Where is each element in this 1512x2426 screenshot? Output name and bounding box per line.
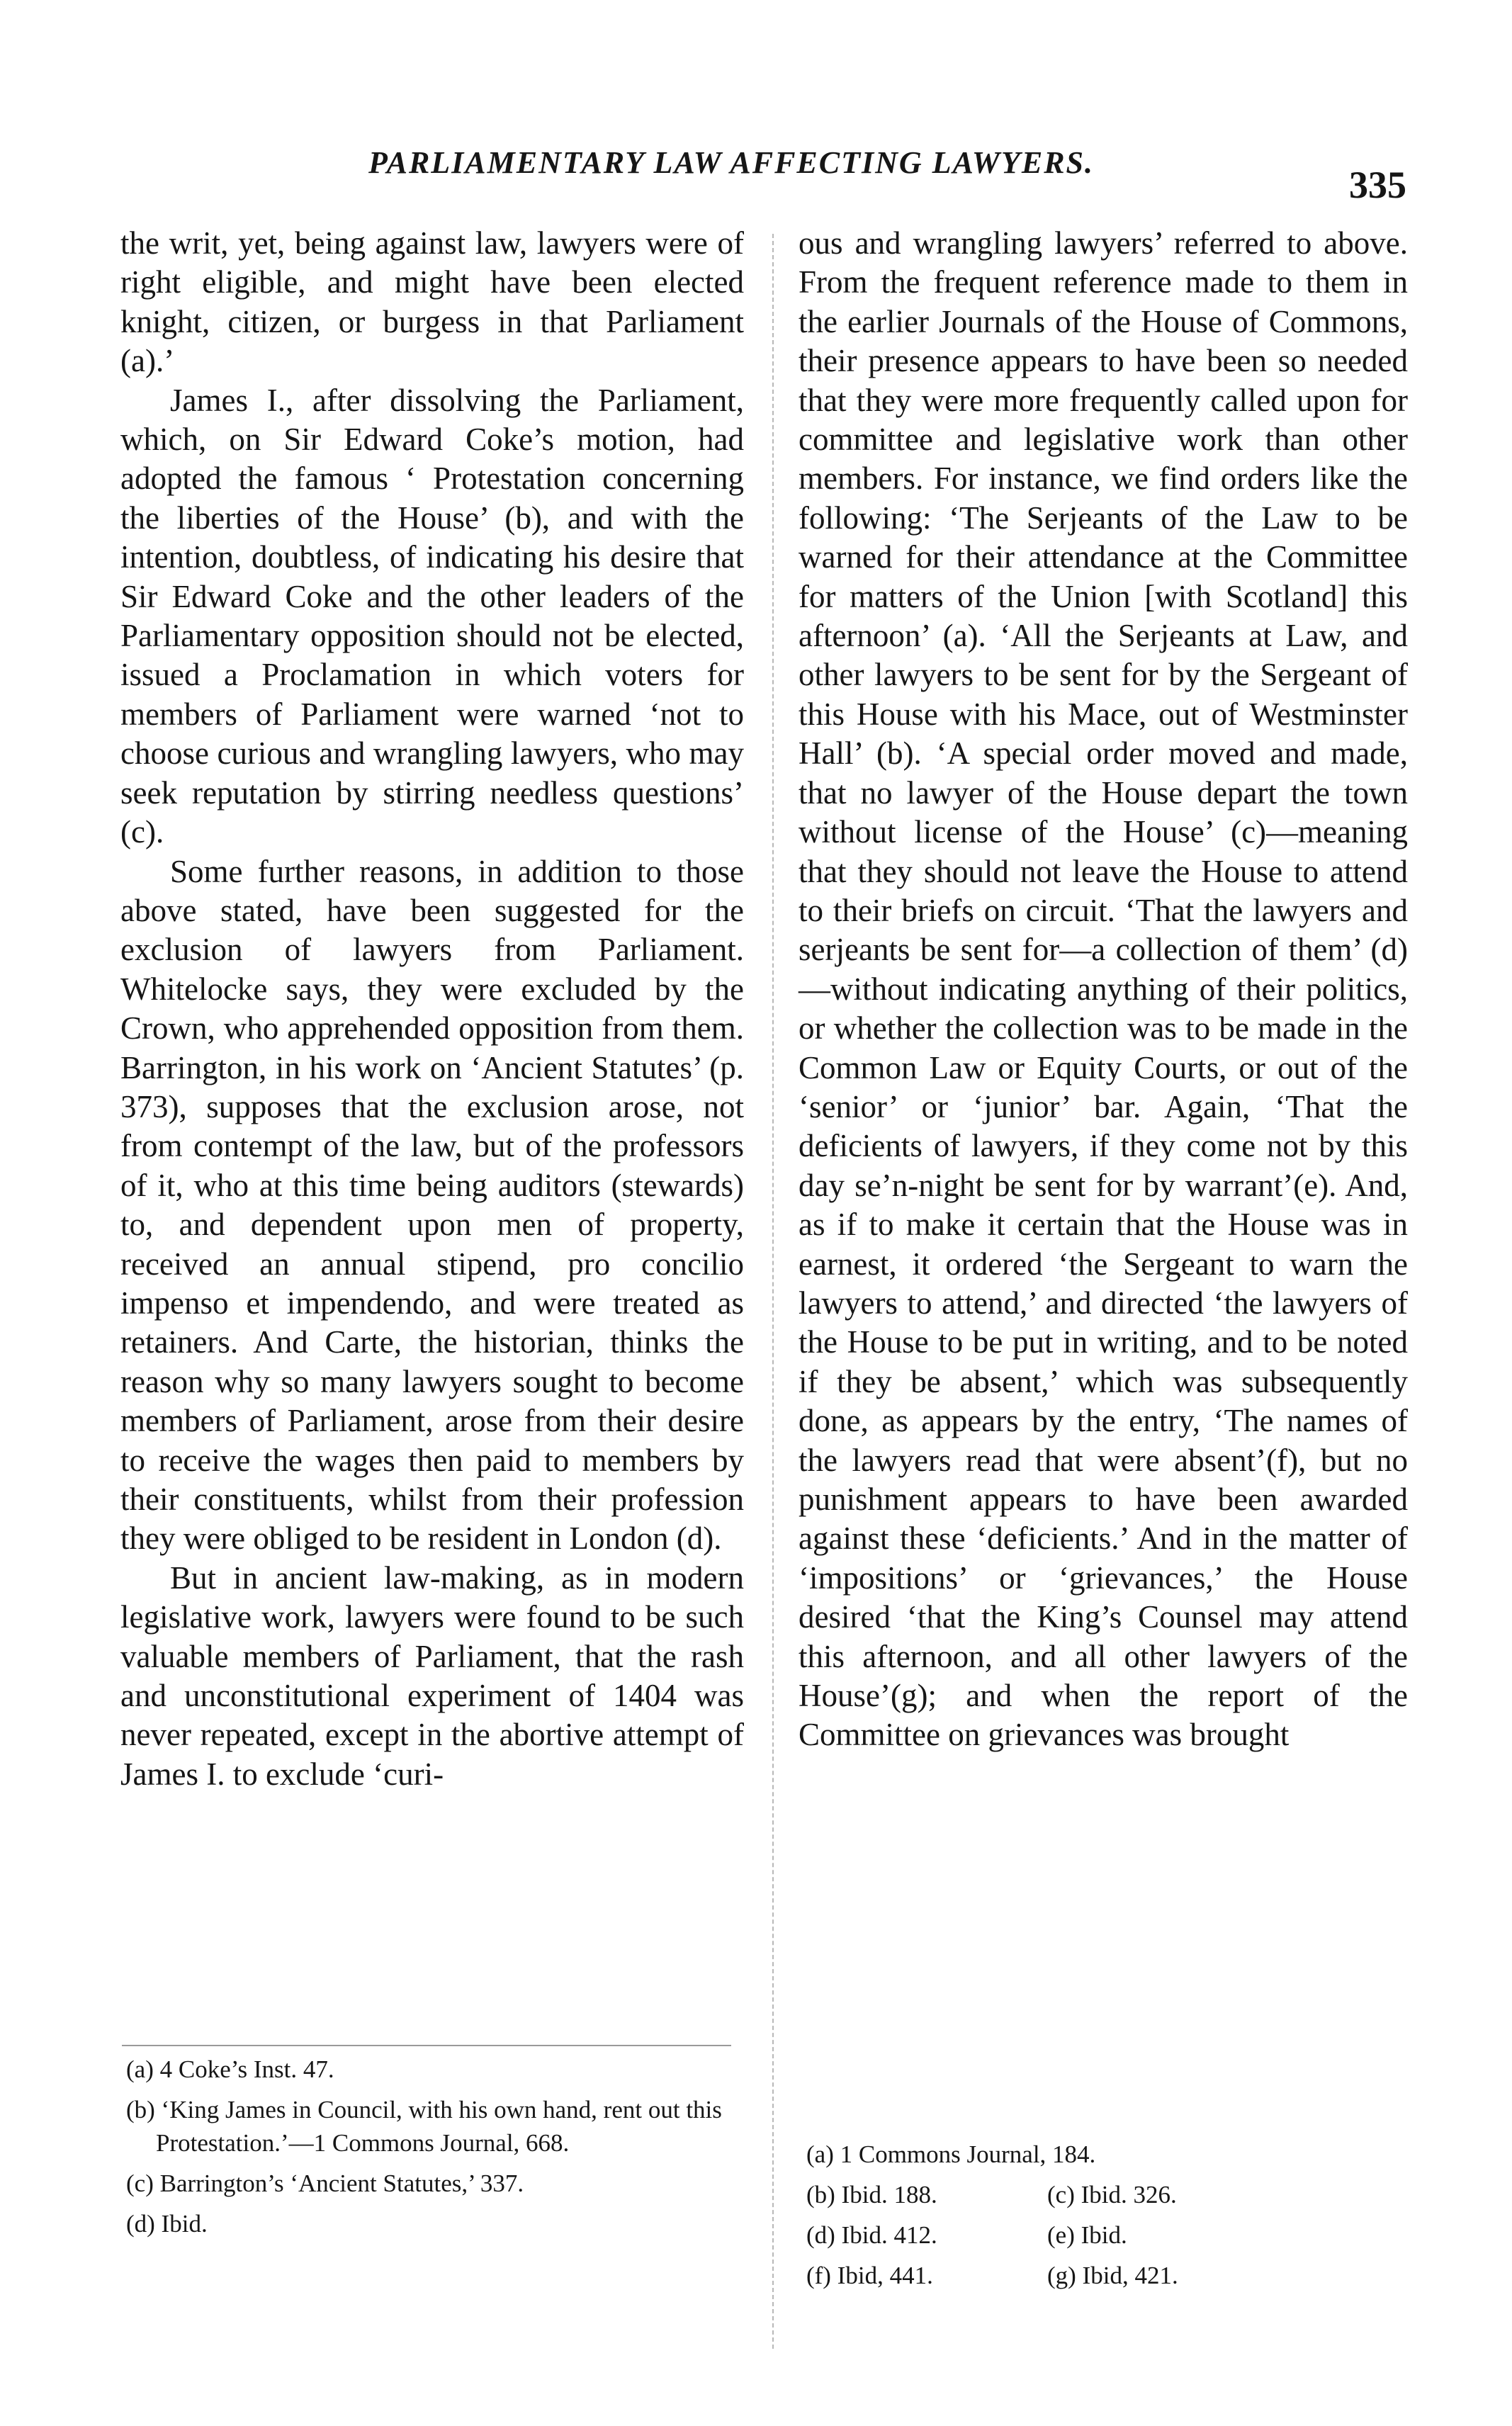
footnote-right-c: (c) Ibid. 326. bbox=[1047, 2181, 1177, 2208]
page-header bbox=[0, 145, 1512, 206]
footnote-rule bbox=[122, 2045, 731, 2046]
page-number: 335 bbox=[1349, 164, 1406, 206]
right-footnotes bbox=[806, 2138, 1401, 2299]
right-paragraph-1: ous and wrangling lawyers’ referred to above. From the frequent reference made to them in the earlier Journals of the House of Commons, their presence appears to have been so needed that they were more frequently called upon for committee and legislative work than other members. For instance, we find orders like the following: ‘The Serjeants of the Law to be warned for their attendance at the Committee for matters of the Union [with Scotland] this afternoon’ (a). ‘All the Serjeants at Law, and other lawyers to be sent for by the Sergeant of this House with his Mace, out of Westminster Hall’ (b). ‘A special order moved and made, that no lawyer of the House depart the town without license of the House’ (c)—meaning that they should not leave the House to attend to their briefs on circuit. ‘That the lawyers and serjeants be sent for—a collection of them’ (d)—without indicating anything of their politics, or whether the collection was to be made in the Common Law or Equity Courts, or out of the ‘senior’ or ‘junior’ bar. Again, ‘That the deficients of lawyers, if they come not by this day se’n-night be sent for by warrant’(e). And, as if to make it certain that the House was in earnest, it ordered ‘the Sergeant to warn the lawyers to attend,’ and directed ‘the lawyers of the House to be put in writing, and to be noted if they be absent,’ which was subsequently done, as appears by the entry, ‘The names of the lawyers read that were absent’(f), but no punishment appears to have been awarded against these ‘deficients.’ And in the matter of ‘impositions’ or ‘grievances,’ the House desired ‘that the King’s Counsel may attend this afternoon, and all other lawyers of the House’(g); and when the report of the Committee on grievances was brought bbox=[799, 225, 1408, 1753]
left-footnotes bbox=[126, 2053, 735, 2247]
left-paragraph-2: James I., after dissolving the Parliament, which, on Sir Edward Coke’s motion, had adopted the famous ‘ Protestation concerning the liberties of the House’ (b), and with the intention, doubtless, of indicating his desire that Sir Edward Coke and the other leaders of the Parliamentary opposition should not be elected, issued a Proclamation in which voters for members of Parliament were warned ‘not to choose curious and wrangling lawyers, who may seek reputation by stirring needless questions’ (c). bbox=[120, 382, 744, 850]
footnote-right-row-fg bbox=[806, 2259, 1401, 2292]
footnote-left-c: (c) Barrington’s ‘Ancient Statutes,’ 337. bbox=[126, 2170, 524, 2197]
right-column bbox=[799, 224, 1408, 1755]
column-divider bbox=[772, 234, 774, 2349]
left-column bbox=[120, 224, 744, 1794]
footnote-right-f: (f) Ibid, 441. bbox=[806, 2262, 933, 2289]
footnote-right-row-de bbox=[806, 2218, 1401, 2252]
running-title: PARLIAMENTARY LAW AFFECTING LAWYERS. bbox=[368, 145, 1095, 180]
footnote-right-d: (d) Ibid. 412. bbox=[806, 2221, 937, 2249]
footnote-left-d: (d) Ibid. bbox=[126, 2210, 208, 2238]
left-paragraph-1: the writ, yet, being against law, lawyers were of right eligible, and might have been elected knight, citizen, or burgess in that Parliament (a).’ bbox=[120, 225, 744, 379]
footnote-right-e: (e) Ibid. bbox=[1047, 2221, 1127, 2249]
footnote-left-b: (b) ‘King James in Council, with his own hand, rent out this Protestation.’—1 Commons Journal, 668. bbox=[126, 2096, 722, 2157]
footnote-right-b: (b) Ibid. 188. bbox=[806, 2181, 937, 2208]
footnote-right-a: (a) 1 Commons Journal, 184. bbox=[806, 2140, 1096, 2168]
left-paragraph-4: But in ancient law-making, as in modern legislative work, lawyers were found to be such valuable members of Parliament, that the rash and unconstitutional experiment of 1404 was never repeated, except in the abortive attempt of James I. to exclude ‘curi- bbox=[120, 1559, 744, 1792]
left-paragraph-3: Some further reasons, in addition to those above stated, have been suggested for the exclusion of lawyers from Parliament. Whitelocke says, they were excluded by the Crown, who apprehended opposition from them. Barrington, in his work on ‘Ancient Statutes’ (p. 373), supposes that the exclusion arose, not from contempt of the law, but of the professors of it, who at this time being auditors (stewards) to, and dependent upon men of property, received an annual stipend, pro concilio impenso et impendendo, and were treated as retainers. And Carte, the historian, thinks the reason why so many lawyers sought to become members of Parliament, arose from their desire to receive the wages then paid to members by their constituents, whilst from their profession they were obliged to be resident in London (d). bbox=[120, 853, 744, 1557]
footnote-right-g: (g) Ibid, 421. bbox=[1047, 2262, 1178, 2289]
footnote-left-a: (a) 4 Coke’s Inst. 47. bbox=[126, 2055, 334, 2083]
footnote-right-row-bc bbox=[806, 2178, 1401, 2211]
